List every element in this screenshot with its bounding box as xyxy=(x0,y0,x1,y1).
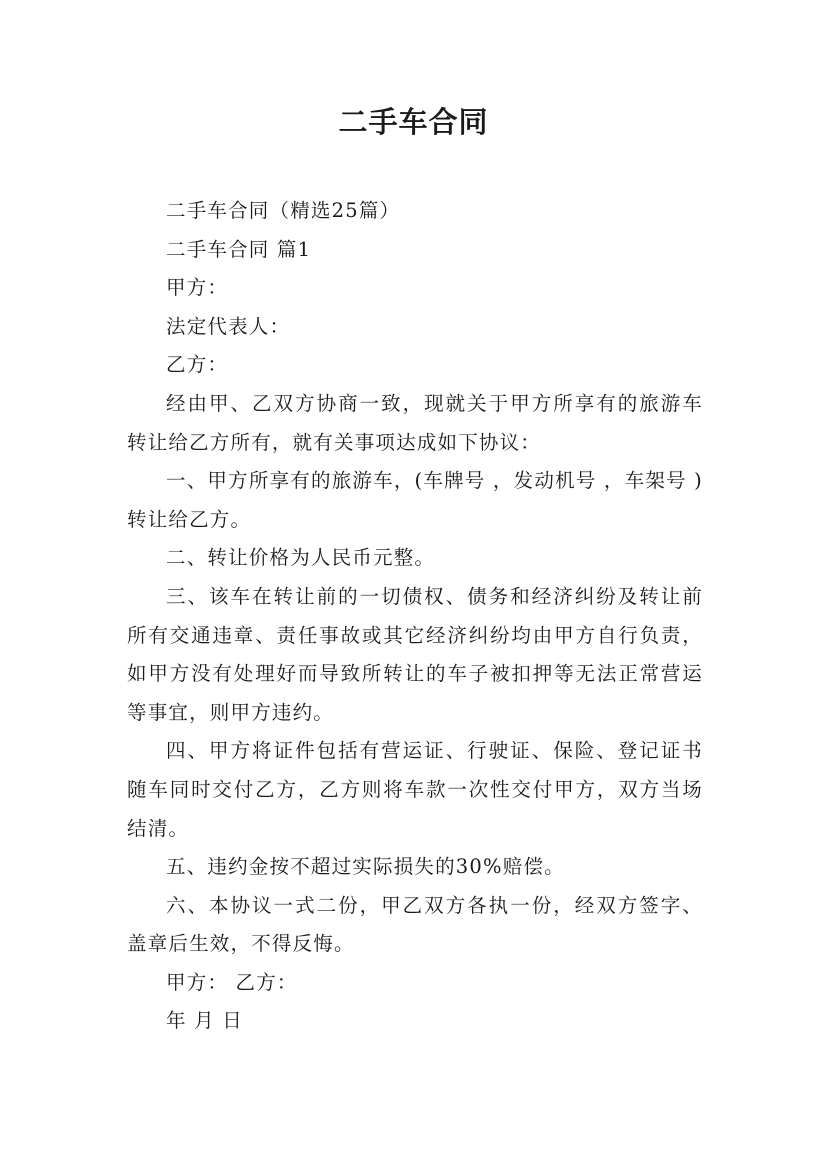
date-line: 年 月 日 xyxy=(166,1009,243,1033)
legal-representative-label: 法定代表人： xyxy=(166,314,291,338)
clause-4: 四、甲方将证件包括有营运证、行驶证、保险、登记证书随车同时交付乙方，乙方则将车款一次性交付甲方，双方当场结清。 xyxy=(127,739,703,840)
section-heading: 二手车合同 篇1 xyxy=(166,237,312,261)
collection-heading: 二手车合同（精选25篇） xyxy=(166,199,401,222)
clause-6: 六、本协议一式二份，甲乙双方各执一份，经双方签字、盖章后生效，不得反悔。 xyxy=(127,893,703,956)
party-a-label: 甲方： xyxy=(166,276,229,300)
document-body xyxy=(127,192,703,1041)
clause-1: 一、甲方所享有的旅游车，(车牌号 ，发动机号 ，车架号 )转让给乙方。 xyxy=(127,469,703,531)
clause-5: 五、违约金按不超过实际损失的30%赔偿。 xyxy=(166,855,565,879)
clause-3: 三、该车在转让前的一切债权、债务和经济纠纷及转让前所有交通违章、责任事故或其它经济纠纷均由甲方自行负责，如甲方没有处理好而导致所转让的车子被扣押等无法正常营运等事宜，则甲方违约。 xyxy=(127,584,703,724)
clause-2: 二、转让价格为人民币元整。 xyxy=(166,546,436,570)
party-b-label: 乙方： xyxy=(166,353,229,377)
document-title: 二手车合同 xyxy=(338,105,489,139)
preamble-paragraph: 经由甲、乙双方协商一致，现就关于甲方所享有的旅游车转让给乙方所有，就有关事项达成如下协议： xyxy=(127,391,703,454)
signature-line: 甲方： 乙方： xyxy=(166,970,298,994)
